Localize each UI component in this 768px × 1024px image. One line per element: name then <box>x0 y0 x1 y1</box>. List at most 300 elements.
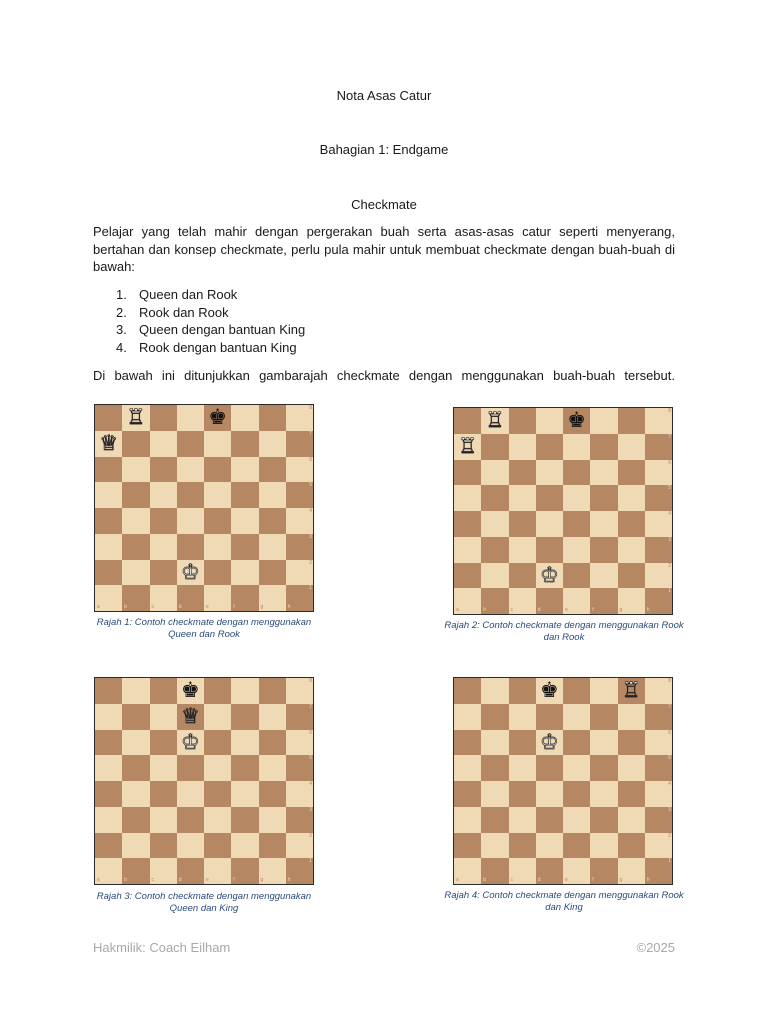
board-square <box>150 781 177 807</box>
board-square <box>563 460 590 486</box>
board-square <box>563 408 590 434</box>
board-square <box>150 482 177 508</box>
board-square <box>122 755 149 781</box>
rank-label: 3 <box>668 536 671 543</box>
board-square <box>454 460 481 486</box>
board-square <box>177 457 204 483</box>
board-square <box>259 482 286 508</box>
page-title: Nota Asas Catur <box>336 88 432 103</box>
board-square <box>177 833 204 859</box>
board-square <box>481 858 508 884</box>
file-label: g <box>260 877 264 883</box>
board-square <box>536 807 563 833</box>
board-square <box>536 781 563 807</box>
board-square <box>509 485 536 511</box>
chessboard-diagram-2 <box>453 407 673 615</box>
file-label: h <box>646 877 650 883</box>
board-square <box>481 730 508 756</box>
board-square <box>231 730 258 756</box>
board-square <box>259 678 286 704</box>
board-square <box>231 755 258 781</box>
board-square <box>536 755 563 781</box>
board-square <box>618 511 645 537</box>
rank-label: 6 <box>309 729 312 736</box>
board-square <box>95 405 122 431</box>
board-square <box>259 457 286 483</box>
section-heading: Bahagian 1: Endgame <box>319 142 449 157</box>
footer-copyright-owner: Hakmilik: Coach Eilham <box>93 940 231 955</box>
rank-label: 5 <box>668 485 671 492</box>
board-square <box>645 807 672 833</box>
board-square <box>204 678 231 704</box>
board-square <box>231 457 258 483</box>
list-number: 2. <box>116 304 127 320</box>
file-label: h <box>287 877 291 883</box>
board-square <box>590 730 617 756</box>
subsection-heading: Checkmate <box>351 197 417 212</box>
board-square <box>590 460 617 486</box>
file-label: e <box>565 877 568 883</box>
file-label: c <box>510 607 513 613</box>
file-label: b <box>483 877 487 883</box>
board-square <box>204 508 231 534</box>
board-square <box>454 755 481 781</box>
file-label: g <box>619 607 623 613</box>
board-square <box>481 460 508 486</box>
board-square <box>204 534 231 560</box>
board-square <box>204 405 231 431</box>
list-text: Rook dan Rook <box>139 304 229 320</box>
board-square <box>645 588 672 614</box>
board-square <box>122 781 149 807</box>
board-square <box>231 585 258 611</box>
board-square <box>590 588 617 614</box>
board-square <box>204 482 231 508</box>
rank-label: 4 <box>309 508 312 514</box>
white-queen-icon: ♕ <box>180 704 200 729</box>
board-square <box>122 858 149 884</box>
board-square <box>536 434 563 460</box>
board-square <box>618 460 645 486</box>
list-text: Queen dan Rook <box>139 287 238 302</box>
board-square <box>204 781 231 807</box>
file-label: g <box>260 604 264 610</box>
board-square <box>509 858 536 884</box>
board-square <box>509 704 536 730</box>
board-square <box>286 585 313 611</box>
board-square <box>618 434 645 460</box>
board-square <box>481 434 508 460</box>
rank-label: 8 <box>668 408 671 414</box>
board-square <box>259 781 286 807</box>
board-square <box>454 781 481 807</box>
board-square <box>259 858 286 884</box>
board-square <box>563 511 590 537</box>
board-square <box>177 704 204 730</box>
board-square <box>509 460 536 486</box>
file-label: f <box>233 604 235 610</box>
board-square <box>509 755 536 781</box>
rank-label: 5 <box>309 755 312 762</box>
rank-label: 6 <box>668 729 671 736</box>
board-square <box>177 781 204 807</box>
board-square <box>95 781 122 807</box>
board-square <box>509 781 536 807</box>
board-square <box>618 678 645 704</box>
board-square <box>590 563 617 589</box>
chessboard-diagram-4 <box>453 677 673 885</box>
board-square <box>231 560 258 586</box>
black-king-icon: ♚ <box>567 408 587 433</box>
board-square <box>454 833 481 859</box>
board-square <box>563 833 590 859</box>
rank-label: 3 <box>309 806 312 813</box>
file-label: f <box>233 877 235 883</box>
figure-caption-1: Rajah 1: Contoh checkmate dengan menggunakan Queen dan Rook <box>96 617 312 640</box>
black-king-icon: ♚ <box>539 678 559 703</box>
board-square <box>590 781 617 807</box>
board-square <box>122 534 149 560</box>
white-king-icon: ♔ <box>539 729 559 754</box>
rank-label: 5 <box>309 482 312 489</box>
board-square <box>618 755 645 781</box>
board-square <box>286 405 313 431</box>
white-king-icon: ♔ <box>180 559 200 584</box>
board-square <box>590 408 617 434</box>
board-square <box>563 704 590 730</box>
board-square <box>454 511 481 537</box>
rank-label: 2 <box>668 562 671 569</box>
board-square <box>286 858 313 884</box>
board-square <box>454 563 481 589</box>
file-label: h <box>646 607 650 613</box>
board-square <box>231 508 258 534</box>
board-square <box>563 807 590 833</box>
board-square <box>150 457 177 483</box>
board-square <box>645 730 672 756</box>
board-square <box>122 585 149 611</box>
board-square <box>177 482 204 508</box>
list-text: Queen dengan bantuan King <box>139 322 306 337</box>
rank-label: 3 <box>668 806 671 813</box>
board-square <box>95 678 122 704</box>
rank-label: 4 <box>309 781 312 787</box>
rank-label: 7 <box>309 430 312 437</box>
board-square <box>509 563 536 589</box>
board-square <box>177 405 204 431</box>
board-square <box>122 508 149 534</box>
file-label: d <box>537 877 541 883</box>
board-square <box>618 781 645 807</box>
board-square <box>204 833 231 859</box>
rank-label: 7 <box>309 703 312 710</box>
board-square <box>645 563 672 589</box>
board-square <box>536 678 563 704</box>
board-square <box>150 678 177 704</box>
board-square <box>481 408 508 434</box>
board-square <box>454 858 481 884</box>
file-label: e <box>565 607 568 613</box>
board-square <box>231 678 258 704</box>
rank-label: 7 <box>668 433 671 440</box>
board-square <box>177 678 204 704</box>
board-square <box>481 807 508 833</box>
board-square <box>618 563 645 589</box>
board-square <box>259 534 286 560</box>
board-square <box>259 405 286 431</box>
board-square <box>509 511 536 537</box>
file-label: f <box>592 607 594 613</box>
board-square <box>177 534 204 560</box>
board-square <box>590 755 617 781</box>
board-square <box>481 704 508 730</box>
board-square <box>536 460 563 486</box>
board-square <box>509 833 536 859</box>
black-king-icon: ♚ <box>180 678 200 703</box>
board-square <box>536 485 563 511</box>
board-square <box>204 755 231 781</box>
board-square <box>590 537 617 563</box>
chessboard-diagram-3 <box>94 677 314 885</box>
list-number: 4. <box>116 339 127 355</box>
board-square <box>590 704 617 730</box>
board-square <box>509 588 536 614</box>
board-square <box>563 781 590 807</box>
board-square <box>481 755 508 781</box>
list-number: 3. <box>116 322 127 337</box>
rank-label: 6 <box>309 456 312 463</box>
board-square <box>259 508 286 534</box>
board-square <box>509 408 536 434</box>
board-square <box>286 457 313 483</box>
rank-label: 8 <box>668 678 671 684</box>
board-square <box>122 678 149 704</box>
list-item <box>93 304 675 322</box>
board-square <box>481 511 508 537</box>
board-square <box>618 588 645 614</box>
board-square <box>536 511 563 537</box>
board-square <box>645 485 672 511</box>
board-square <box>231 405 258 431</box>
board-square <box>563 588 590 614</box>
board-square <box>454 807 481 833</box>
board-square <box>645 537 672 563</box>
rank-label: 8 <box>309 405 312 411</box>
board-square <box>204 560 231 586</box>
board-square <box>95 704 122 730</box>
board-square <box>286 807 313 833</box>
board-square <box>536 730 563 756</box>
rank-label: 5 <box>668 755 671 762</box>
board-square <box>204 585 231 611</box>
board-square <box>536 588 563 614</box>
board-square <box>590 485 617 511</box>
black-king-icon: ♚ <box>208 405 228 430</box>
board-square <box>286 833 313 859</box>
board-square <box>95 482 122 508</box>
file-label: d <box>178 604 182 610</box>
board-square <box>286 431 313 457</box>
rank-label: 6 <box>668 459 671 466</box>
board-square <box>95 833 122 859</box>
board-square <box>286 755 313 781</box>
file-label: f <box>592 877 594 883</box>
rank-label: 3 <box>309 533 312 540</box>
board-square <box>590 434 617 460</box>
board-square <box>563 485 590 511</box>
board-square <box>645 408 672 434</box>
board-square <box>536 537 563 563</box>
board-square <box>645 858 672 884</box>
rank-label: 1 <box>668 588 671 595</box>
board-square <box>259 730 286 756</box>
board-square <box>177 508 204 534</box>
board-square <box>204 807 231 833</box>
board-square <box>259 431 286 457</box>
file-label: h <box>287 604 291 610</box>
file-label: a <box>456 607 459 613</box>
board-square <box>122 431 149 457</box>
board-square <box>454 588 481 614</box>
board-square <box>481 781 508 807</box>
board-square <box>509 730 536 756</box>
board-square <box>481 563 508 589</box>
board-square <box>204 704 231 730</box>
file-label: c <box>151 604 154 610</box>
board-square <box>95 431 122 457</box>
board-square <box>231 807 258 833</box>
board-square <box>590 807 617 833</box>
board-square <box>481 537 508 563</box>
board-square <box>122 730 149 756</box>
file-label: b <box>483 607 487 613</box>
board-square <box>618 704 645 730</box>
footer-year: ©2025 <box>636 940 675 955</box>
piece-combination-list <box>93 286 675 356</box>
board-square <box>509 537 536 563</box>
board-square <box>563 563 590 589</box>
file-label: a <box>97 604 100 610</box>
board-square <box>259 833 286 859</box>
board-square <box>122 807 149 833</box>
file-label: d <box>178 877 182 883</box>
board-square <box>618 408 645 434</box>
board-square <box>122 833 149 859</box>
board-square <box>454 537 481 563</box>
board-square <box>95 858 122 884</box>
board-square <box>645 833 672 859</box>
board-square <box>509 678 536 704</box>
board-square <box>204 431 231 457</box>
file-label: d <box>537 607 541 613</box>
board-square <box>150 431 177 457</box>
board-square <box>259 755 286 781</box>
board-square <box>536 408 563 434</box>
board-square <box>177 858 204 884</box>
board-square <box>95 585 122 611</box>
board-square <box>204 457 231 483</box>
board-square <box>618 807 645 833</box>
rank-label: 2 <box>309 832 312 839</box>
file-label: c <box>151 877 154 883</box>
board-square <box>618 858 645 884</box>
board-square <box>122 560 149 586</box>
file-label: e <box>206 604 209 610</box>
white-rook-icon: ♖ <box>126 405 146 430</box>
list-item <box>93 339 675 357</box>
board-square <box>454 704 481 730</box>
file-label: b <box>124 604 128 610</box>
board-square <box>150 858 177 884</box>
rank-label: 1 <box>668 858 671 865</box>
board-square <box>177 560 204 586</box>
board-square <box>454 434 481 460</box>
board-square <box>563 755 590 781</box>
board-square <box>286 534 313 560</box>
board-square <box>509 807 536 833</box>
board-square <box>177 755 204 781</box>
board-square <box>645 755 672 781</box>
board-square <box>454 678 481 704</box>
rank-label: 8 <box>309 678 312 684</box>
board-square <box>122 405 149 431</box>
board-square <box>122 482 149 508</box>
board-square <box>150 534 177 560</box>
file-label: a <box>456 877 459 883</box>
board-square <box>618 833 645 859</box>
rank-label: 1 <box>309 858 312 865</box>
list-number: 1. <box>116 287 127 302</box>
board-square <box>536 833 563 859</box>
board-square <box>454 485 481 511</box>
board-square <box>177 807 204 833</box>
board-square <box>122 457 149 483</box>
board-square <box>177 431 204 457</box>
board-square <box>286 704 313 730</box>
board-square <box>259 560 286 586</box>
board-square <box>645 434 672 460</box>
board-square <box>150 508 177 534</box>
list-text: Rook dengan bantuan King <box>139 339 297 355</box>
board-square <box>618 485 645 511</box>
board-square <box>509 434 536 460</box>
board-square <box>177 585 204 611</box>
board-square <box>231 482 258 508</box>
board-square <box>204 858 231 884</box>
board-square <box>286 482 313 508</box>
board-square <box>150 730 177 756</box>
board-square <box>481 485 508 511</box>
board-square <box>259 585 286 611</box>
board-square <box>286 560 313 586</box>
rank-label: 2 <box>309 559 312 566</box>
board-square <box>536 704 563 730</box>
board-square <box>618 730 645 756</box>
board-square <box>481 833 508 859</box>
board-square <box>259 807 286 833</box>
white-rook-icon: ♖ <box>458 434 478 459</box>
board-square <box>150 405 177 431</box>
board-square <box>286 508 313 534</box>
figure-caption-4: Rajah 4: Contoh checkmate dengan menggunakan Rook dan King <box>444 890 684 913</box>
board-square <box>95 534 122 560</box>
board-square <box>150 560 177 586</box>
intro-paragraph: Pelajar yang telah mahir dengan pergerakan buah serta asas-asas catur seperti menyerang, bertahan dan konsep checkmate, perlu pula mahir untuk membuat checkmate dengan buah-buah di bawah: <box>93 224 675 274</box>
board-square <box>286 730 313 756</box>
board-square <box>231 431 258 457</box>
board-square <box>231 858 258 884</box>
board-square <box>563 434 590 460</box>
